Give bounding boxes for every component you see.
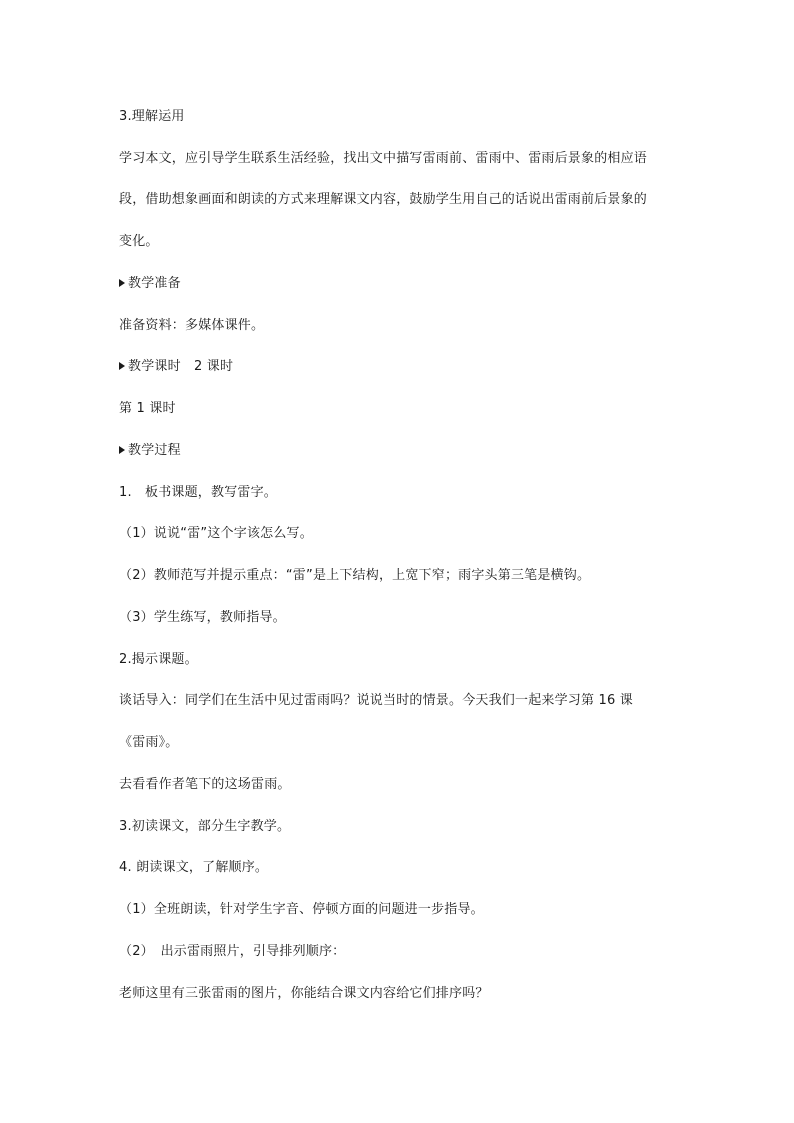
paragraph-line	[119, 776, 689, 794]
paragraph-line	[119, 567, 689, 585]
paragraph-line	[119, 525, 689, 543]
text-line: 老师这里有三张雷雨的图片，你能结合课文内容给它们排序吗？	[119, 986, 489, 1001]
text-line: 2.揭示课题。	[119, 652, 198, 667]
paragraph-line	[119, 317, 689, 335]
text-line: 教学过程	[128, 443, 181, 458]
paragraph-line	[119, 609, 689, 627]
text-line: 3.初读课文，部分生字教学。	[119, 819, 291, 834]
paragraph-line	[119, 943, 689, 961]
text-line: （1）说说“雷”这个字该怎么写。	[119, 526, 313, 541]
bullet-heading	[119, 442, 689, 460]
text-line: 谈话导入：同学们在生活中见过雷雨吗？说说当时的情景。今天我们一起来学习第 16 课	[119, 693, 634, 708]
bullet-heading	[119, 275, 689, 293]
paragraph-line	[119, 191, 689, 209]
paragraph-line	[119, 400, 689, 418]
text-line: 《雷雨》。	[119, 735, 179, 750]
text-line: （2）教师范写并提示重点：“雷”是上下结构，上宽下窄；雨字头第三笔是横钩。	[119, 568, 591, 583]
text-line: 4. 朗读课文，了解顺序。	[119, 860, 269, 875]
text-line: （2） 出示雷雨照片，引导排列顺序：	[119, 944, 346, 959]
text-line: 准备资料：多媒体课件。	[119, 318, 265, 333]
bullet-heading	[119, 358, 689, 376]
paragraph-line	[119, 818, 689, 836]
paragraph-line	[119, 150, 689, 168]
text-line: （1）全班朗读，针对学生字音、停顿方面的问题进一步指导。	[119, 902, 484, 917]
triangle-bullet-icon	[119, 446, 125, 454]
text-line: 段，借助想象画面和朗读的方式来理解课文内容，鼓励学生用自己的话说出雷雨前后景象的	[119, 192, 648, 207]
paragraph-line	[119, 985, 689, 1003]
text-line: 教学课时 2 课时	[128, 359, 234, 374]
text-line: 第 1 课时	[119, 401, 176, 416]
text-line: 学习本文，应引导学生联系生活经验，找出文中描写雷雨前、雷雨中、雷雨后景象的相应语	[119, 151, 648, 166]
paragraph-line	[119, 484, 689, 502]
triangle-bullet-icon	[119, 279, 125, 287]
text-line: 1. 板书课题，教写雷字。	[119, 485, 278, 500]
text-line: （3）学生练写，教师指导。	[119, 610, 286, 625]
section-heading	[119, 108, 689, 126]
paragraph-line	[119, 859, 689, 877]
text-line: 变化。	[119, 234, 159, 249]
paragraph-line	[119, 734, 689, 752]
text-line: 教学准备	[128, 276, 181, 291]
paragraph-line	[119, 651, 689, 669]
text-line: 去看看作者笔下的这场雷雨。	[119, 777, 291, 792]
paragraph-line	[119, 233, 689, 251]
paragraph-line	[119, 901, 689, 919]
paragraph-line	[119, 692, 689, 710]
text-line: 3.理解运用	[119, 109, 185, 124]
triangle-bullet-icon	[119, 362, 125, 370]
